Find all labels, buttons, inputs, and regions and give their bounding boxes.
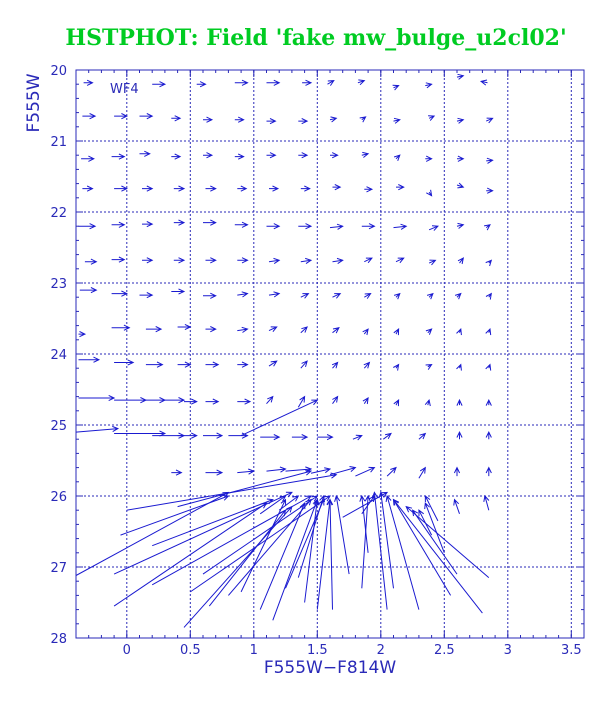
vector-arrow <box>235 80 248 85</box>
vector-arrow <box>298 119 307 124</box>
vector-arrow <box>112 154 125 159</box>
vector-arrow <box>82 186 92 191</box>
vector-arrow <box>455 294 461 300</box>
vector-arrow <box>486 468 491 477</box>
vector-arrow <box>484 496 489 510</box>
vector-arrow <box>82 114 95 119</box>
vector-arrow <box>79 357 99 362</box>
vector-arrow <box>396 258 404 263</box>
vector-arrow <box>353 435 362 440</box>
y-tick-label: 23 <box>50 277 67 292</box>
y-tick-label: 22 <box>50 206 67 221</box>
vector-arrow <box>426 190 431 196</box>
vector-arrow <box>76 426 118 432</box>
panel-label: WF4 <box>110 82 139 97</box>
x-tick-label: 0 <box>122 643 131 658</box>
vector-arrow <box>393 85 399 90</box>
vector-arrow <box>360 117 366 122</box>
vector-arrow <box>486 118 492 123</box>
vector-arrow <box>152 496 311 585</box>
vector-arrow <box>269 327 277 332</box>
vector-arrow <box>486 400 491 406</box>
vector-arrow <box>171 154 180 159</box>
vector-arrow <box>311 468 330 474</box>
y-tick-label: 28 <box>50 632 67 647</box>
y-axis-label: F555W <box>24 73 44 133</box>
vector-arrow <box>426 365 432 370</box>
vector-arrow <box>298 153 307 158</box>
vector-arrow <box>429 226 438 231</box>
vector-arrow <box>362 152 368 157</box>
vector-arrow <box>364 187 372 192</box>
vector-arrow <box>241 500 286 592</box>
vector-arrow <box>333 294 341 299</box>
vector-arrow <box>425 156 431 161</box>
vector-arrow <box>235 154 244 159</box>
vector-arrow <box>267 397 273 404</box>
vector-arrow <box>114 114 127 119</box>
vector-arrow <box>237 399 250 404</box>
vector-arrow <box>457 74 463 79</box>
vector-arrow <box>140 114 153 119</box>
vector-arrow <box>146 327 161 332</box>
vector-arrow <box>486 260 492 266</box>
vector-field <box>76 74 493 627</box>
vector-arrow <box>486 365 491 371</box>
vector-arrow <box>235 117 244 122</box>
vector-arrow <box>298 397 304 408</box>
vector-arrow <box>237 258 247 263</box>
vector-arrow <box>383 434 391 440</box>
vector-arrow <box>363 329 368 335</box>
vector-arrow <box>333 185 341 190</box>
vector-arrow <box>79 395 115 400</box>
vector-arrow <box>292 435 307 440</box>
vector-arrow <box>394 329 399 335</box>
vector-arrow <box>206 399 219 404</box>
vector-arrow <box>206 186 216 191</box>
vector-arrow <box>396 185 404 190</box>
vector-arrow <box>203 117 212 122</box>
vector-arrow <box>114 398 146 403</box>
x-tick-label: 3.5 <box>560 643 582 658</box>
vector-arrow <box>425 83 431 88</box>
vector-arrow <box>269 186 278 191</box>
vector-arrow <box>197 82 206 87</box>
vector-arrow <box>140 293 153 298</box>
vector-arrow <box>457 365 462 371</box>
vector-arrow <box>486 294 491 300</box>
vector-arrow <box>454 468 459 477</box>
vector-arrow <box>165 398 184 403</box>
vector-arrow <box>203 433 222 438</box>
vector-arrow <box>454 500 460 514</box>
vector-arrow <box>419 434 425 440</box>
vector-arrow <box>114 186 127 191</box>
y-tick-label: 26 <box>50 490 67 505</box>
vector-arrow <box>112 222 125 227</box>
vector-arrow <box>241 400 317 436</box>
vector-arrow <box>333 258 343 263</box>
vector-arrow <box>457 432 462 439</box>
vector-arrow <box>235 222 248 227</box>
vector-arrow <box>301 186 310 191</box>
vector-arrow <box>419 468 425 479</box>
vector-arrow <box>372 492 387 609</box>
vector-arrow <box>458 258 463 264</box>
vector-arrow <box>206 327 216 332</box>
vector-arrow <box>317 500 332 610</box>
vector-arrow <box>301 258 311 263</box>
vector-arrow <box>140 151 150 156</box>
vector-arrow <box>394 500 483 613</box>
vector-arrow <box>267 80 280 85</box>
vector-arrow <box>85 259 96 264</box>
vector-arrow <box>112 291 127 296</box>
vector-arrow <box>237 362 247 367</box>
vector-arrow <box>364 363 370 369</box>
vector-arrow <box>174 258 184 263</box>
vector-arrow <box>363 398 368 404</box>
vector-arrow <box>228 433 247 438</box>
vector-arrow <box>178 324 191 329</box>
vector-arrow <box>427 294 433 300</box>
vector-arrow <box>146 398 165 403</box>
x-tick-label: 2 <box>376 643 385 658</box>
vector-arrow <box>355 467 374 476</box>
vector-arrow <box>358 80 364 85</box>
vector-arrow <box>267 153 276 158</box>
vector-arrow <box>142 222 152 227</box>
x-tick-label: 3 <box>503 643 512 658</box>
vector-arrow <box>387 468 396 477</box>
vector-arrow <box>328 81 334 86</box>
vector-arrow <box>394 294 400 300</box>
vector-arrow <box>333 328 339 333</box>
chart-title: HSTPHOT: Field 'fake mw_bulge_u2cl02' <box>65 25 567 51</box>
y-tick-label: 25 <box>50 419 67 434</box>
vector-arrow <box>330 224 343 229</box>
y-tick-label: 20 <box>50 64 67 79</box>
vector-arrow <box>393 365 398 371</box>
vector-arrow <box>269 258 279 263</box>
vector-arrow <box>429 260 435 265</box>
x-tick-label: 1 <box>249 643 258 658</box>
vector-arrow <box>330 117 336 122</box>
vector-arrow <box>84 80 93 85</box>
vector-arrow <box>481 80 487 85</box>
vector-arrow <box>203 293 216 298</box>
vector-arrow <box>428 116 434 121</box>
vector-arrow <box>286 467 312 472</box>
vector-arrow <box>457 118 463 123</box>
vector-arrow <box>426 329 432 335</box>
vector-arrow <box>112 257 125 262</box>
vector-arrow <box>174 220 184 225</box>
vector-arrow <box>457 183 463 188</box>
x-tick-label: 1.5 <box>306 643 328 658</box>
vector-arrow <box>171 289 184 294</box>
vector-arrow <box>332 397 337 404</box>
vector-arrow <box>362 224 375 229</box>
y-tick-label: 21 <box>50 135 67 150</box>
vector-arrow <box>112 325 130 330</box>
vector-arrow <box>114 360 133 365</box>
vector-arrow <box>298 224 311 229</box>
vector-arrow <box>486 432 491 439</box>
vector-arrow <box>237 327 247 332</box>
vector-arrow <box>394 118 400 123</box>
vector-arrow <box>486 188 492 193</box>
vector-arrow <box>174 186 184 191</box>
vector-arrow <box>206 258 216 263</box>
vector-arrow <box>142 186 152 191</box>
vector-arrow <box>142 258 152 263</box>
vector-arrow <box>360 496 368 553</box>
vector-arrow <box>394 224 407 229</box>
vector-arrow <box>171 470 181 475</box>
vector-arrow <box>146 362 163 367</box>
vector-arrow <box>330 153 338 158</box>
vector-arrow <box>364 294 370 299</box>
y-tick-label: 27 <box>50 561 67 576</box>
vector-arrow <box>81 156 94 161</box>
vector-arrow <box>457 400 462 406</box>
vector-arrow <box>394 400 399 406</box>
x-tick-label: 2.5 <box>433 643 455 658</box>
vector-arrow <box>267 119 276 124</box>
vector-arrow <box>457 223 463 228</box>
vector-arrow <box>317 435 332 440</box>
vector-arrow <box>267 224 280 229</box>
vector-arrow <box>269 361 277 366</box>
vector-arrow <box>332 363 338 369</box>
vector-arrow <box>457 329 462 335</box>
x-axis-label: F555W−F814W <box>263 658 397 678</box>
vector-arrow <box>237 186 246 191</box>
vector-arrow <box>267 467 286 472</box>
vector-arrow <box>260 435 279 440</box>
vector-arrow <box>206 362 219 367</box>
vector-arrow <box>206 470 223 475</box>
vector-arrow <box>178 362 191 367</box>
vector-arrow <box>364 258 372 263</box>
x-tick-label: 0.5 <box>179 643 201 658</box>
vector-arrow <box>394 155 400 161</box>
vector-arrow <box>237 292 247 297</box>
vector-arrow <box>237 469 254 474</box>
vector-arrow <box>457 156 463 161</box>
vector-arrow <box>484 225 490 230</box>
vector-arrow <box>301 327 307 333</box>
vector-arrow <box>79 224 96 229</box>
vector-arrow <box>228 500 311 596</box>
vector-arrow <box>269 292 279 297</box>
vector-arrow <box>301 294 309 299</box>
vector-arrow <box>76 492 228 575</box>
vector-arrow <box>425 400 430 406</box>
vector-arrow <box>152 82 165 87</box>
y-tick-label: 24 <box>50 348 67 363</box>
vector-arrow <box>203 153 212 158</box>
vector-arrow <box>301 361 307 368</box>
vector-arrow <box>335 496 350 574</box>
vector-arrow <box>79 332 85 337</box>
vector-arrow <box>203 220 216 225</box>
vector-arrow <box>486 158 492 163</box>
vector-arrow <box>302 80 311 85</box>
vector-arrow <box>486 329 491 335</box>
vector-arrow <box>171 116 180 121</box>
vector-arrow <box>80 288 97 293</box>
